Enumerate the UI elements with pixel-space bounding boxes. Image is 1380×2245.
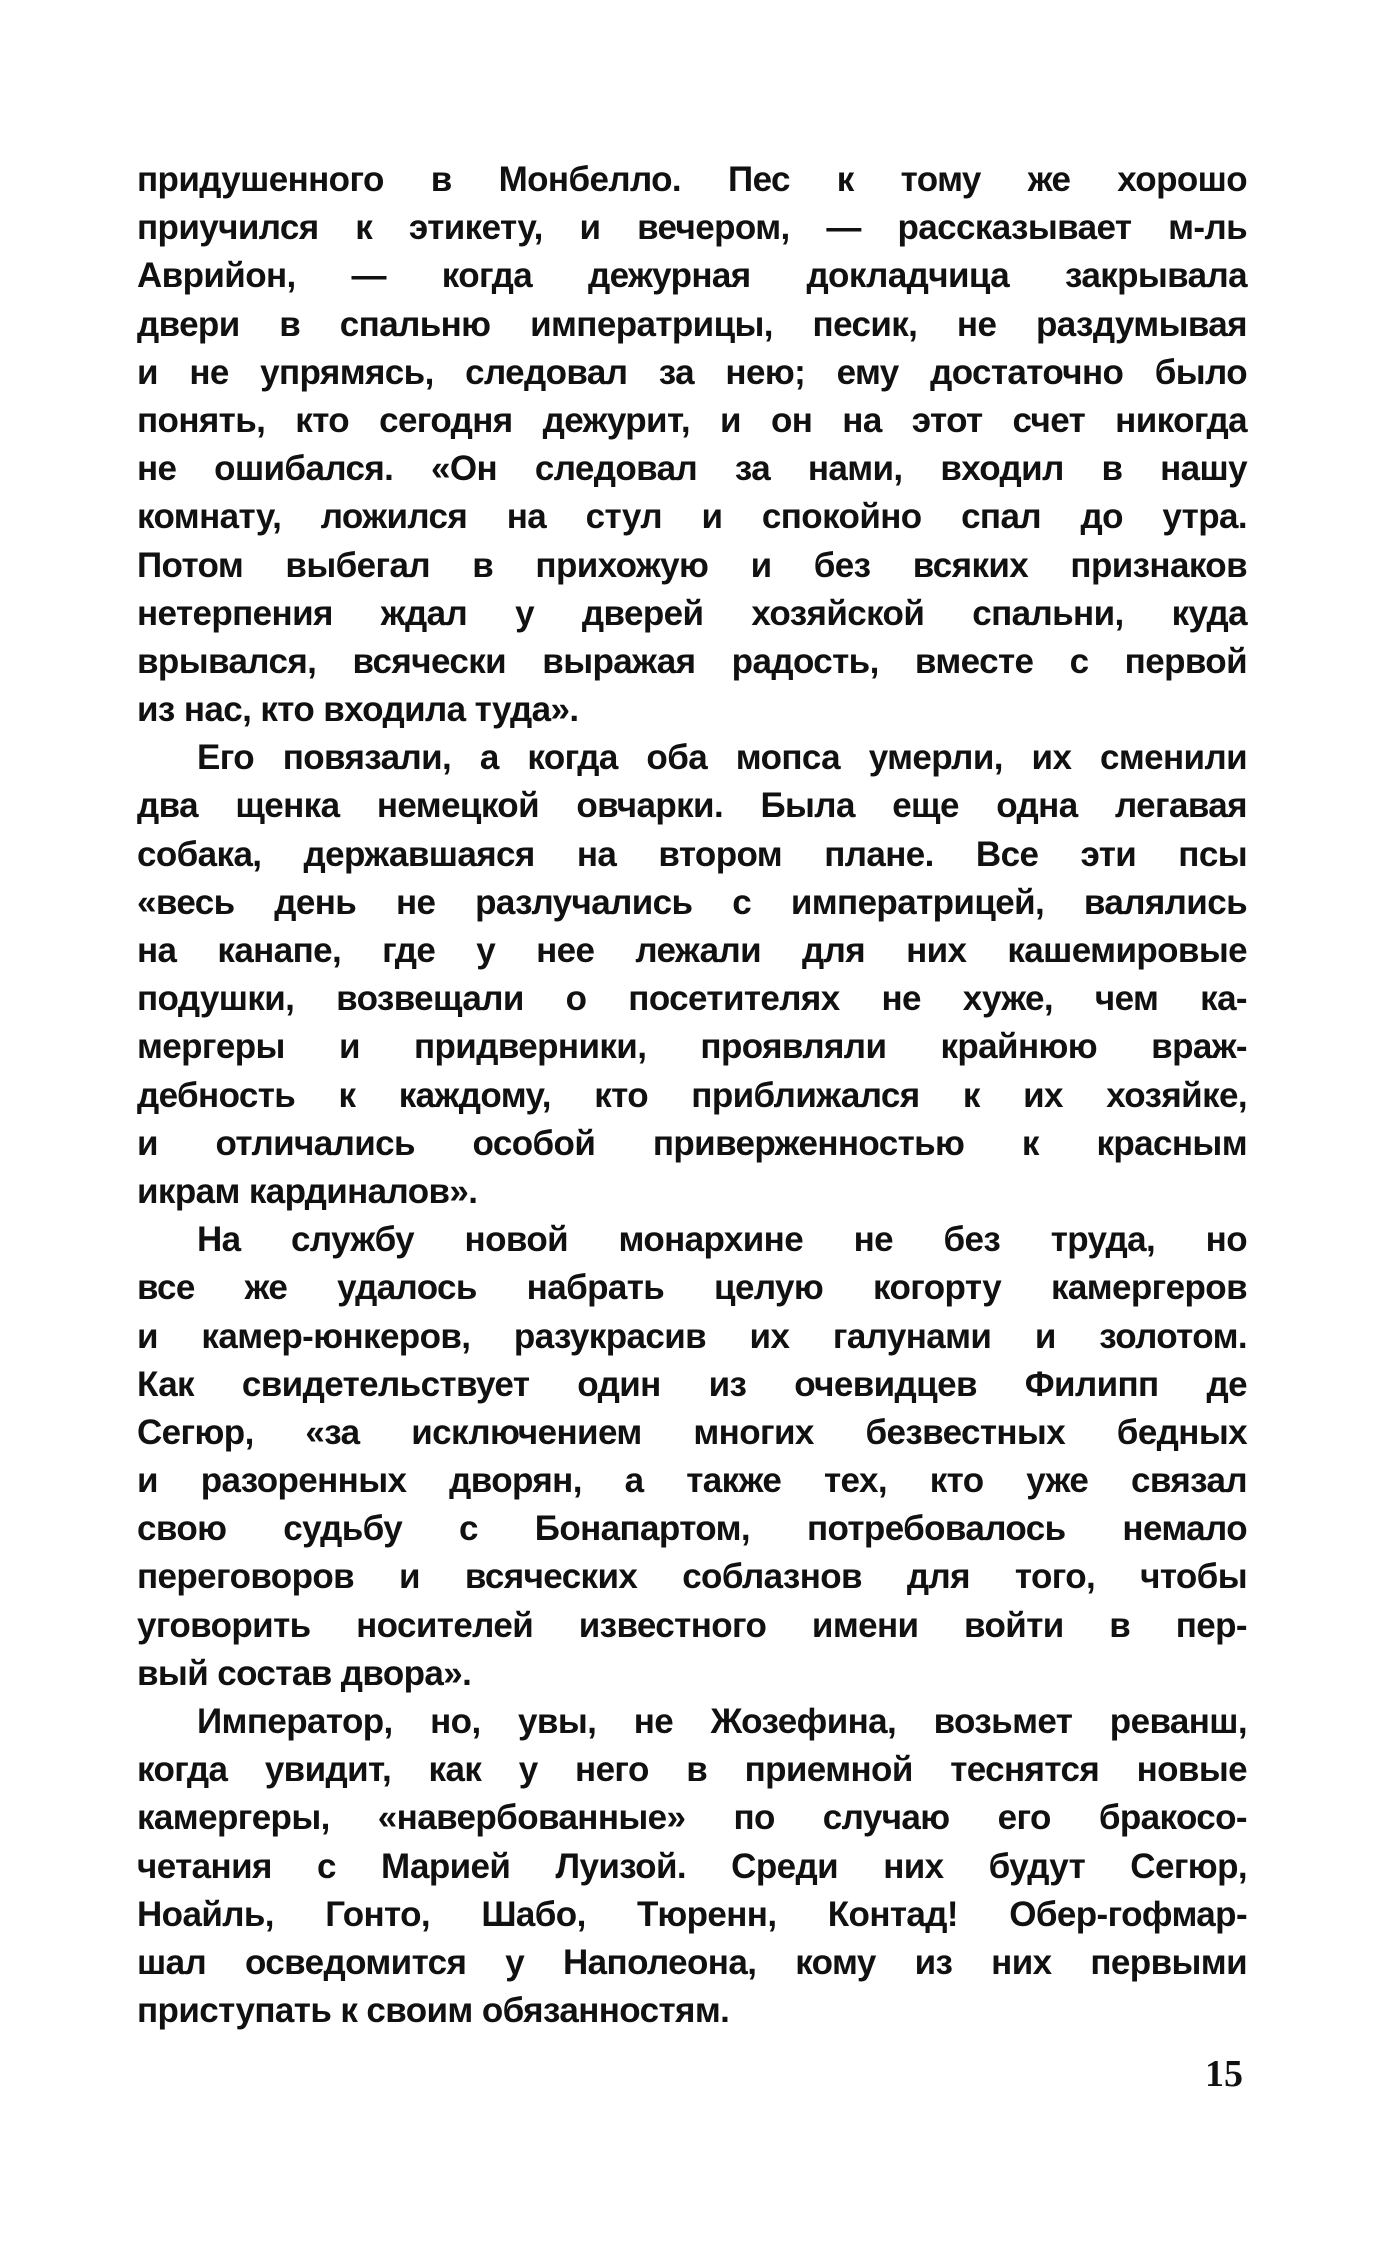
paragraph (137, 1216, 1247, 1698)
text-line: приучился к этикету, и вечером, — рассказывает м-ль (137, 208, 1247, 248)
text-line: подушки, возвещали о посетителях не хуже, чем ка- (137, 979, 1247, 1019)
text-line: и разоренных дворян, а также тех, кто уже связал (137, 1461, 1247, 1501)
text-line: два щенка немецкой овчарки. Была еще одна легавая (137, 786, 1247, 826)
text-line: и камер-юнкеров, разукрасив их галунами и золотом. (137, 1316, 1247, 1356)
text-line: на канапе, где у нее лежали для них кашемировые (137, 931, 1247, 970)
text-line: Император, но, увы, не Жозефина, возьмет реванш, (197, 1702, 1247, 1741)
text-line: и не упрямясь, следовал за нею; ему достаточно было (137, 352, 1247, 392)
text-line: из нас, кто входила туда». (137, 690, 579, 730)
text-line: камергеры, «навербованные» по случаю его бракосо- (137, 1798, 1247, 1838)
text-line: когда увидит, как у него в приемной теснятся новые (137, 1750, 1247, 1790)
paragraph (137, 156, 1247, 734)
text-line: Его повязали, а когда оба мопса умерли, их сменили (197, 738, 1247, 778)
text-line: дебность к каждому, кто приближался к их хозяйке, (137, 1075, 1247, 1115)
text-line: двери в спальню императрицы, песик, не раздумывая (137, 304, 1247, 344)
text-line: шал осведомится у Наполеона, кому из них первыми (137, 1942, 1247, 1982)
text-line: уговорить носителей известного имени войти в пер- (137, 1605, 1247, 1645)
page-number: 15 (1205, 2053, 1243, 2095)
text-line: понять, кто сегодня дежурит, и он на этот счет никогда (137, 400, 1247, 440)
text-line: мергеры и придверники, проявляли крайнюю враж- (137, 1027, 1247, 1067)
page-body-text (137, 156, 1247, 2035)
text-line: врывался, всячески выражая радость, вместе с первой (137, 641, 1247, 681)
text-line: придушенного в Монбелло. Пес к тому же хорошо (137, 160, 1247, 199)
text-line: Аврийон, — когда дежурная докладчица закрывала (137, 256, 1247, 296)
text-line: «весь день не разлучались с императрицей, валялись (137, 882, 1247, 922)
text-line: Ноайль, Гонто, Шабо, Тюренн, Контад! Обер-гофмар- (137, 1894, 1247, 1934)
text-line: Как свидетельствует один из очевидцев Филипп де (137, 1364, 1247, 1404)
text-line: приступать к своим обязанностям. (137, 1991, 730, 2031)
text-line: свою судьбу с Бонапартом, потребовалось немало (137, 1509, 1247, 1549)
text-line: нетерпения ждал у дверей хозяйской спальни, куда (137, 593, 1247, 633)
text-line: Потом выбегал в прихожую и без всяких признаков (137, 545, 1247, 585)
text-line: комнату, ложился на стул и спокойно спал до утра. (137, 497, 1247, 537)
text-line: собака, державшаяся на втором плане. Все эти псы (137, 834, 1247, 874)
text-line: все же удалось набрать целую когорту камергеров (137, 1268, 1247, 1308)
text-line: переговоров и всяческих соблазнов для того, чтобы (137, 1557, 1247, 1597)
text-line: вый состав двора». (137, 1653, 472, 1693)
text-line: икрам кардиналов». (137, 1171, 478, 1211)
paragraph (137, 1698, 1247, 2035)
text-line: не ошибался. «Он следовал за нами, входил в нашу (137, 449, 1247, 489)
text-line: и отличались особой приверженностью к красным (137, 1123, 1247, 1163)
text-line: четания с Марией Луизой. Среди них будут Сегюр, (137, 1846, 1247, 1886)
text-line: На службу новой монархине не без труда, но (197, 1220, 1247, 1260)
text-line: Сегюр, «за исключением многих безвестных бедных (137, 1412, 1247, 1452)
paragraph (137, 734, 1247, 1216)
